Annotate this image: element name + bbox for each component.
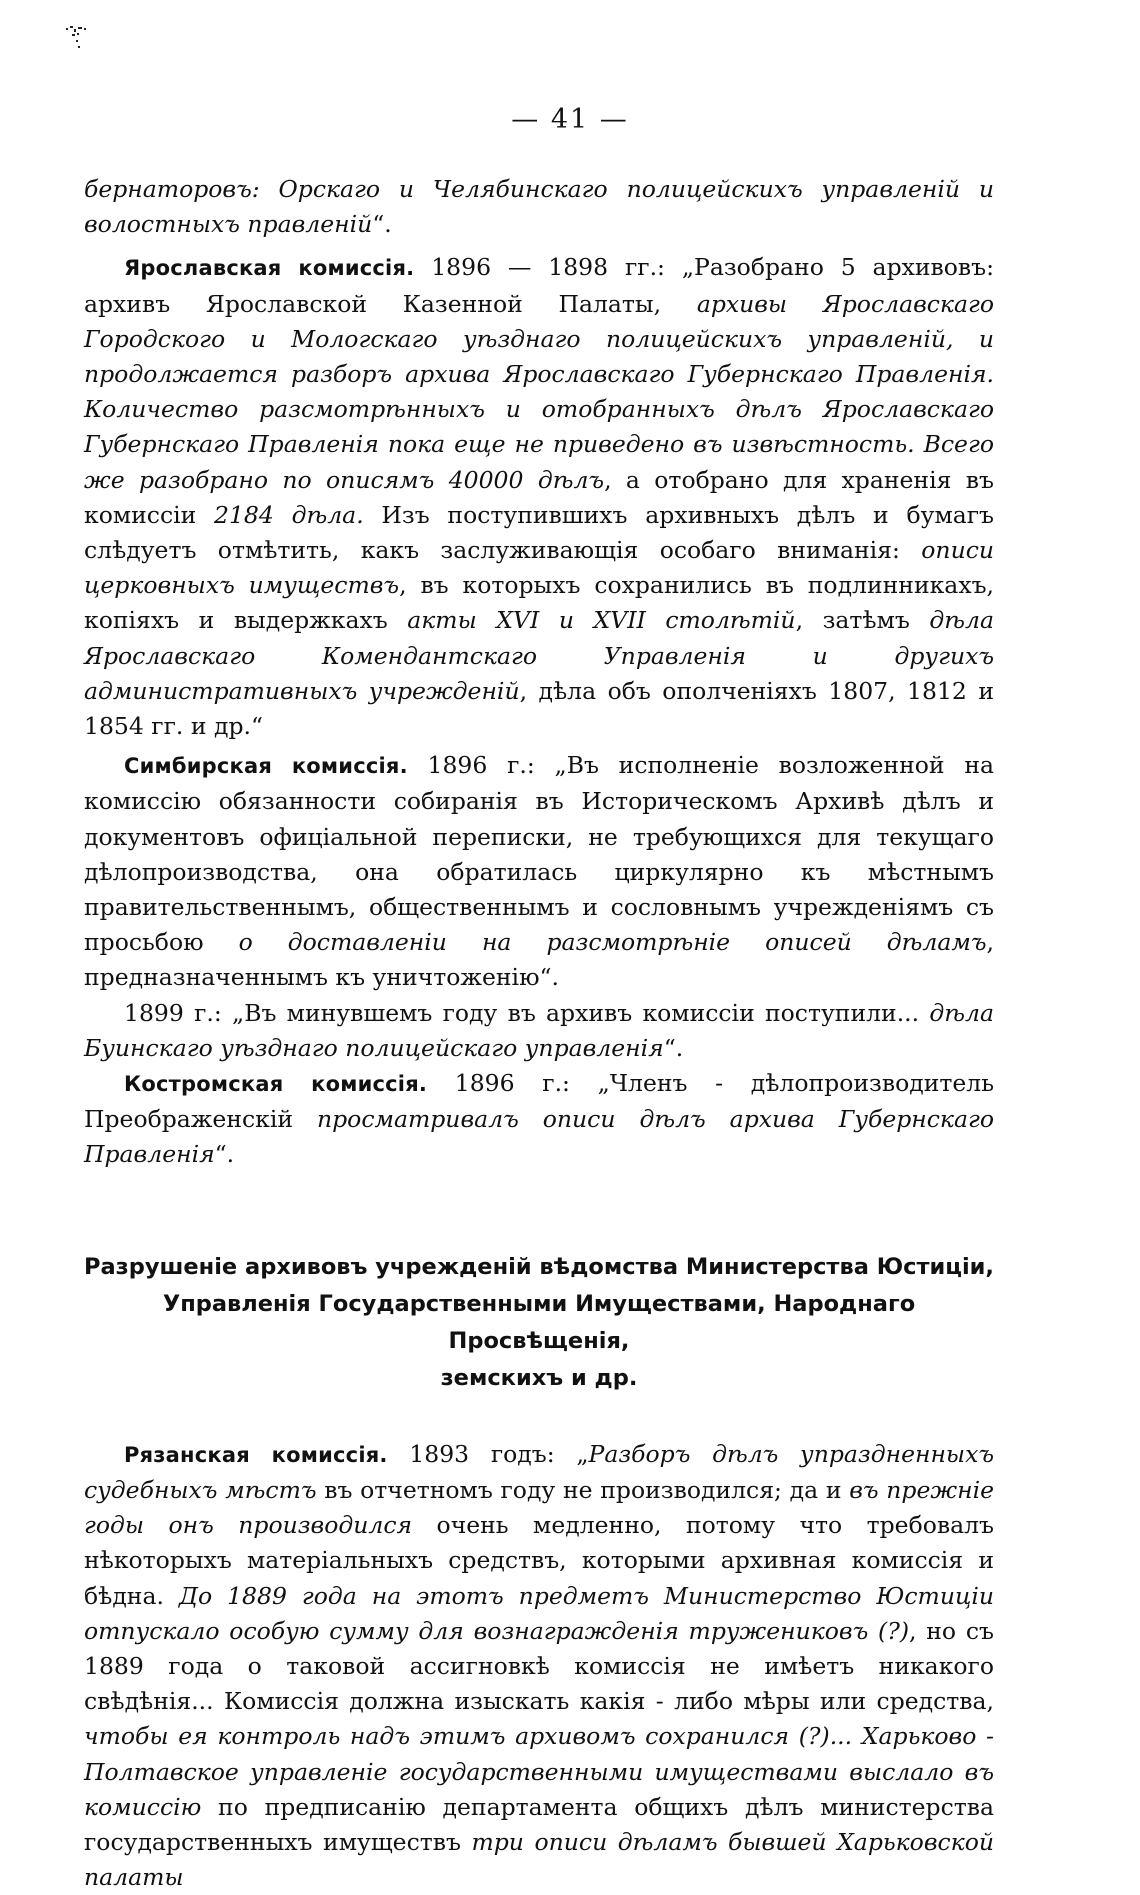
- italic-text: акты XVI и XVII столѣтій: [407, 606, 796, 635]
- corner-stamp-mark: [64, 16, 104, 56]
- italic-text: дѣла Буинскаго уѣзднаго полицейскаго управленія: [84, 998, 994, 1062]
- text: Изъ поступившихъ архивныхъ дѣлъ и бумагъ слѣдуетъ отмѣтить, какъ заслуживающія особаго вниманія:: [84, 500, 994, 565]
- italic-text: чтобы ея контроль надъ этимъ архивомъ сохранился (?)... Харьково - Полтавское управленіе государственными имуществами выслало въ комиссію: [84, 1722, 994, 1821]
- paragraph-yaroslavl-commission: [84, 250, 994, 744]
- italic-text: три описи дѣламъ бывшей Харьковской палаты: [84, 1827, 994, 1892]
- section-title-line: Управленія Государственными Имуществами, Народнаго Просвѣщенія,: [162, 1290, 916, 1354]
- italic-text: въ прежніе годы онъ производился: [84, 1475, 994, 1540]
- italic-text: архивы Ярославскаго Городского и Мологскаго уѣзднаго полицейскихъ управленій, и продолжается разборъ архива Ярославскаго Губернскаго Правленія. Количество разсмотрѣнныхъ и отобранныхъ дѣлъ Ярославскаго Губернскаго Правленія пока еще не приведено въ извѣстность. Всего же разобрано по описямъ 40000 дѣлъ: [84, 289, 994, 494]
- page-number: — 41 —: [511, 104, 629, 135]
- paragraph-simbirsk-1899: [84, 996, 994, 1066]
- text: , затѣмъ: [795, 606, 930, 635]
- text: , но съ 1889 года о таковой ассигновкѣ комиссія не имѣетъ никакого свѣдѣнія... Комиссія должна изыскать какія - либо мѣры или средства,: [84, 1616, 994, 1716]
- text: , а отобрано для храненія въ комиссіи: [84, 465, 994, 529]
- paragraph-kostroma-commission: [84, 1066, 994, 1173]
- text: 1899 г.: „Въ минувшемъ году въ архивъ комиссіи поступили...: [124, 998, 930, 1027]
- italic-text: бернаторовъ: Орскаго и Челябинскаго полицейскихъ управленій и волостныхъ правленій: [84, 175, 994, 239]
- italic-text: просматривалъ описи дѣлъ архива Губернскаго Правленія: [84, 1105, 994, 1169]
- text: по предписанію департамента общихъ дѣлъ министерства государственныхъ имуществъ: [84, 1792, 994, 1856]
- text: 1896 г.: „Въ исполненіе возложенной на комиссію обязанности собиранія въ Историческомъ Архивѣ дѣлъ и документовъ офиціальной переписки, не требующихся для текущаго дѣлопроизводства, она обратилась циркулярно къ мѣстнымъ правительственнымъ, общественнымъ и сословнымъ учрежденіямъ съ просьбою: [84, 751, 994, 957]
- text: , дѣла объ ополченіяхъ 1807, 1812 и 1854 гг. и др.“: [84, 676, 994, 741]
- italic-text: 2184 дѣла.: [214, 500, 364, 529]
- commission-heading: Костромская комиссія.: [124, 1072, 428, 1097]
- commission-heading: Ярославская комиссія.: [124, 256, 415, 281]
- text: , въ которыхъ сохранились въ подлинникахъ, копіяхъ и выдержкахъ: [84, 571, 994, 635]
- section-title-line: земскихъ и др.: [440, 1364, 638, 1391]
- text: очень медленно, потому что требовалъ нѣкоторыхъ матеріальныхъ средствъ, которыми архивная комиссія и бѣдна.: [84, 1511, 994, 1610]
- section-title-line: Разрушеніе архивовъ учрежденій вѣдомства Министерства Юстиціи,: [84, 1253, 994, 1280]
- text: 1893 годъ: „: [387, 1439, 589, 1468]
- italic-text: Разборъ дѣлъ упраздненныхъ судебныхъ мѣстъ: [84, 1439, 994, 1504]
- section-title: [84, 1249, 994, 1397]
- page-body: [84, 172, 994, 1895]
- italic-text: о доставленіи на разсмотрѣніе описей дѣламъ: [238, 928, 987, 957]
- paragraph-simbirsk-commission: [84, 748, 994, 995]
- commission-heading: Симбирская комиссія.: [124, 754, 408, 779]
- text: “.: [663, 1033, 684, 1062]
- italic-text: описи церковныхъ имуществъ: [84, 536, 994, 600]
- text: “.: [214, 1140, 235, 1169]
- text: въ отчетномъ году не производился; да и: [316, 1475, 850, 1504]
- italic-text: До 1889 года на этотъ предметъ Министерство Юстиціи отпускало особую сумму для вознагражденія тружениковъ (?): [84, 1581, 995, 1645]
- text: 1896 — 1898 гг.: „Разобрано 5 архивовъ: архивъ Ярославской Казенной Палаты,: [84, 253, 994, 318]
- text: “.: [372, 210, 392, 239]
- italic-text: дѣла Ярославскаго Комендантскаго Управленія и другихъ административныхъ учрежденій: [84, 606, 995, 705]
- paragraph-orenburg-continuation: [84, 172, 994, 242]
- text: 1896 г.: „Членъ - дѣлопроизводитель Преображенскій: [84, 1069, 994, 1134]
- commission-heading: Рязанская комиссія.: [124, 1442, 388, 1467]
- text: , предназначеннымъ къ уничтоженію“.: [84, 928, 994, 992]
- paragraph-ryazan-commission: [84, 1437, 994, 1895]
